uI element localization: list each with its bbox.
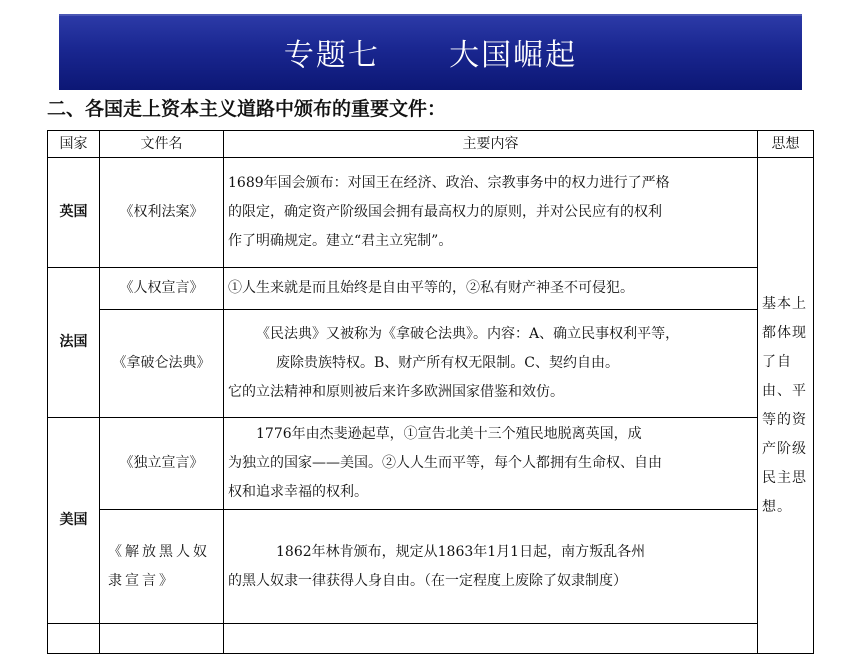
table-row [48, 158, 814, 268]
doc-napoleonic-code: 《拿破仑法典》 [100, 310, 224, 418]
header-country: 国家 [48, 131, 100, 158]
content-line: 1862年林肯颁布，规定从1863年1月1日起，南方叛乱各州 [276, 543, 646, 560]
header-idea: 思想 [758, 131, 814, 158]
doc-declaration-independence: 《独立宣言》 [100, 418, 224, 510]
empty-cell [224, 624, 758, 654]
content-line: ①人生来就是而且始终是自由平等的，②私有财产神圣不可侵犯。 [228, 280, 634, 296]
doc-declaration-rights-of-man: 《人权宣言》 [100, 268, 224, 310]
content-line: 的黑人奴隶一律获得人身自由。（在一定程度上废除了奴隶制度） [228, 572, 627, 589]
content-declaration-rights-of-man [224, 268, 758, 310]
table-row [48, 268, 814, 310]
content-line: 废除贵族特权。B、财产所有权无限制。C、契约自由。 [276, 355, 619, 371]
content-line: 它的立法精神和原则被后来许多欧洲国家借鉴和效仿。 [228, 384, 564, 400]
country-france: 法国 [48, 268, 100, 418]
content-line: 权和追求幸福的权利。 [228, 484, 368, 500]
content-bill-of-rights [224, 158, 758, 268]
country-usa: 美国 [48, 418, 100, 624]
table-row [48, 510, 814, 624]
section-heading: 二、各国走上资本主义道路中颁布的重要文件： [47, 98, 447, 120]
content-line: 《民法典》又被称为《拿破仑法典》。内容：A、确立民事权利平等， [256, 326, 680, 342]
topic-title: 专题七 大国崛起 [283, 38, 578, 73]
table-row [48, 310, 814, 418]
content-line: 作了明确规定。建立“君主立宪制”。 [228, 233, 453, 249]
content-declaration-independence [224, 418, 758, 510]
header-content: 主要内容 [224, 131, 758, 158]
header-document: 文件名 [100, 131, 224, 158]
topic-banner [59, 14, 802, 90]
documents-table [47, 130, 814, 654]
doc-emancipation-proclamation: 《解放黑人奴隶宣言》 [100, 510, 224, 624]
content-emancipation-proclamation [224, 510, 758, 624]
doc-bill-of-rights: 《权利法案》 [100, 158, 224, 268]
idea-cell: 基本上都体现了自由、平等的资产阶级民主思想。 [758, 158, 814, 654]
content-line: 1689年国会颁布：对国王在经济、政治、宗教事务中的权力进行了严格 [228, 175, 670, 191]
empty-cell [48, 624, 100, 654]
content-napoleonic-code [224, 310, 758, 418]
empty-cell [100, 624, 224, 654]
content-line: 的限定，确定资产阶级国会拥有最高权力的原则，并对公民应有的权利 [228, 204, 662, 220]
content-line: 1776年由杰斐逊起草，①宣告北美十三个殖民地脱离英国，成 [256, 426, 642, 442]
table-row [48, 624, 814, 654]
table-header-row [48, 131, 814, 158]
table-row [48, 418, 814, 510]
country-uk: 英国 [48, 158, 100, 268]
content-line: 为独立的国家——美国。②人人生而平等，每个人都拥有生命权、自由 [228, 455, 662, 471]
